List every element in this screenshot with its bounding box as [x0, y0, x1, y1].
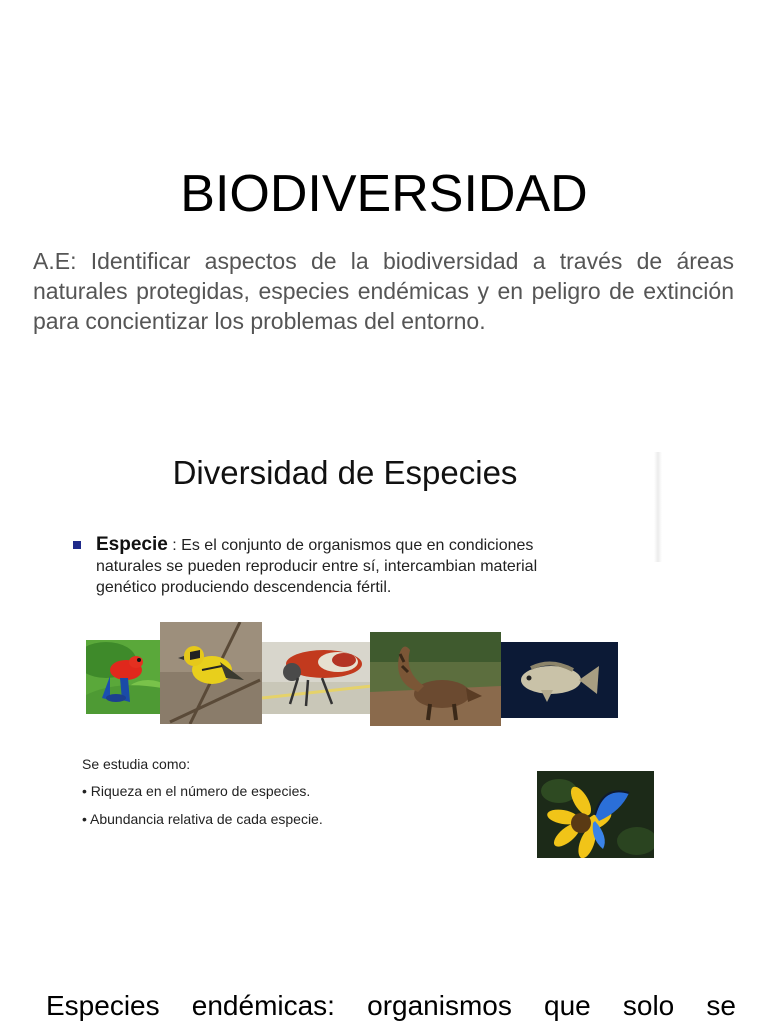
fish-photo	[501, 642, 618, 718]
butterfly-photo-graphic	[537, 771, 654, 858]
objective-paragraph: A.E: Identificar aspectos de la biodiversidad a través de áreas naturales protegidas, especies endémicas y en peligro de extinción para concientizar los problemas del entorno.	[33, 248, 734, 334]
fish-photo-graphic	[501, 642, 618, 718]
definition-separator: :	[167, 537, 182, 554]
coati-photo	[370, 632, 501, 726]
definition-text: Es el conjunto de organismos que en condiciones naturales se pueden reproducir entre sí, intercambian material genético produciendo descendencia fértil.	[96, 537, 538, 596]
study-heading: Se estudia como:	[82, 756, 191, 772]
bird-photo-graphic	[160, 622, 262, 724]
study-item-richness: • Riqueza en el número de especies.	[82, 783, 311, 799]
frog-photo	[86, 640, 162, 714]
coati-photo-graphic	[370, 632, 501, 726]
insect-photo	[262, 642, 372, 714]
butterfly-photo	[537, 771, 654, 858]
slide-title: Diversidad de Especies	[172, 454, 518, 491]
insect-photo-graphic	[262, 642, 372, 714]
endemic-species-text: Especies endémicas: organismos que solo se	[46, 990, 736, 1021]
bird-photo	[160, 622, 262, 724]
page-title: BIODIVERSIDAD	[180, 165, 588, 223]
species-definition	[96, 534, 596, 598]
frog-photo-graphic	[86, 640, 162, 714]
study-item-abundance: • Abundancia relativa de cada especie.	[82, 811, 323, 827]
definition-term: Especie	[96, 534, 168, 555]
bullet-square-icon	[73, 541, 81, 549]
